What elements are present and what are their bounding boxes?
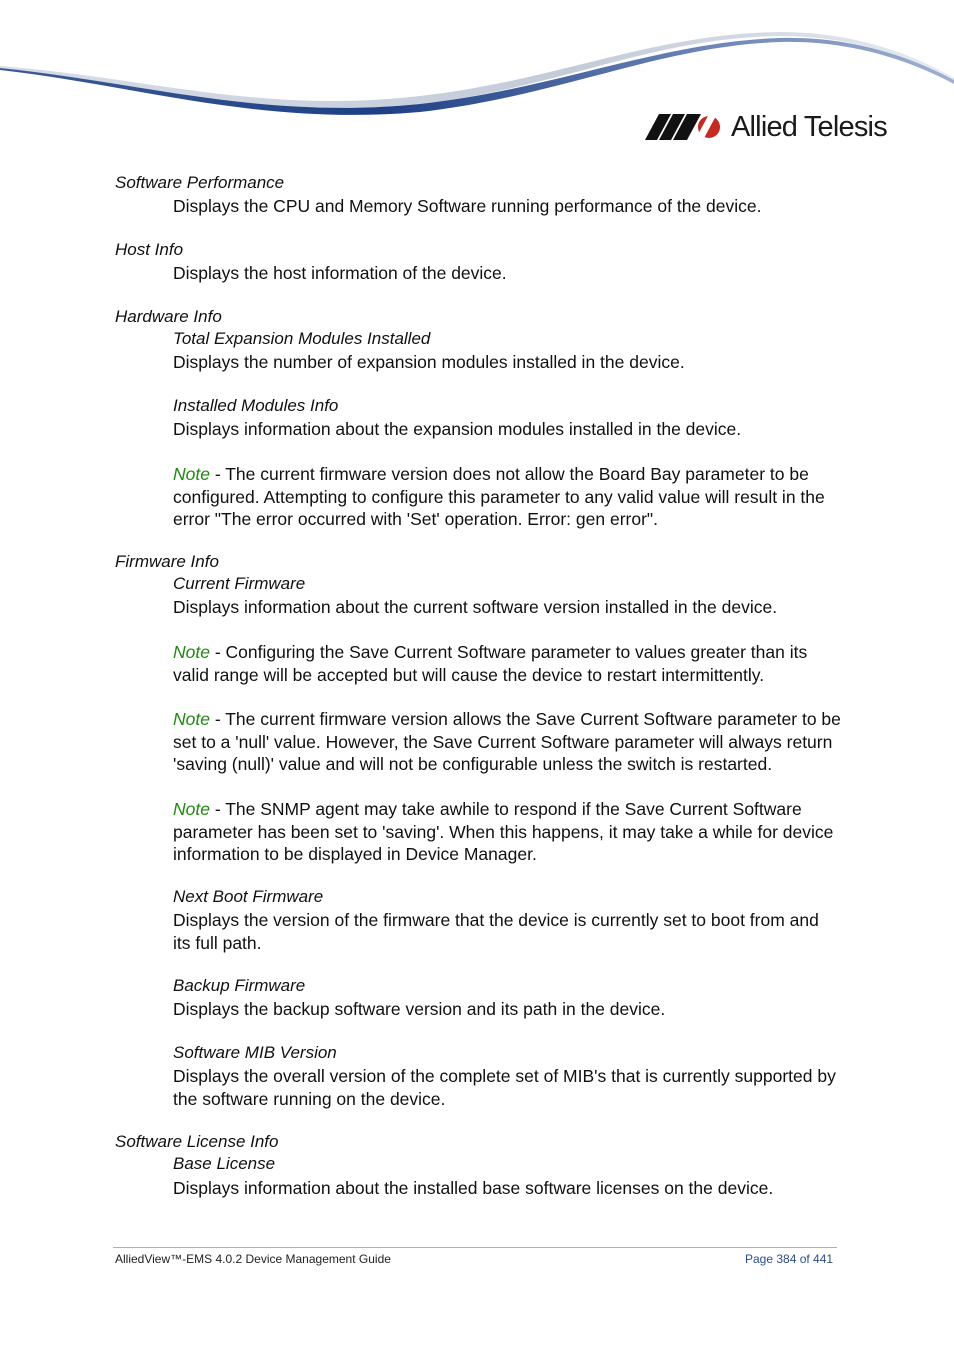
note-board-bay (173, 463, 841, 531)
subtitle-next-boot-firmware: Next Boot Firmware (173, 887, 324, 906)
note-save-current-software-null (173, 708, 841, 776)
footer-page-number: Page 384 of 441 (745, 1252, 834, 1266)
desc-backup-firmware: Displays the backup software version and its path in the device. (173, 999, 666, 1019)
allied-telesis-logo-mark-icon (645, 114, 725, 140)
desc-total-expansion-modules: Displays the number of expansion modules installed in the device. (173, 352, 685, 372)
desc-installed-modules-info: Displays information about the expansion modules installed in the device. (173, 419, 742, 439)
subtitle-total-expansion-modules: Total Expansion Modules Installed (173, 329, 431, 348)
note-text: - The current firmware version allows the Save Current Software parameter to be set to a 'null' value. However, the Save Current Software parameter will always return 'saving (null)' value and will not be configurable unless the switch is restarted. (173, 709, 841, 774)
note-save-current-software-range (173, 641, 841, 686)
desc-current-firmware: Displays information about the current software version installed in the device. (173, 597, 778, 617)
desc-host-info: Displays the host information of the device. (173, 263, 507, 283)
note-label: Note (173, 642, 210, 662)
note-text: - The SNMP agent may take awhile to respond if the Save Current Software parameter has been set to 'saving'. When this happens, it may take a while for device information to be displayed in Device Manager. (173, 799, 834, 864)
note-text: - Configuring the Save Current Software parameter to values greater than its valid range will be accepted but will cause the device to restart intermittently. (173, 642, 808, 685)
allied-telesis-logo (645, 110, 887, 144)
section-title-software-license-info: Software License Info (115, 1132, 279, 1151)
subtitle-current-firmware: Current Firmware (173, 574, 306, 593)
desc-next-boot-firmware: Displays the version of the firmware that the device is currently set to boot from and its full path. (173, 910, 819, 953)
desc-software-mib-version: Displays the overall version of the complete set of MIB's that is currently supported by the software running on the device. (173, 1066, 836, 1109)
subtitle-installed-modules-info: Installed Modules Info (173, 396, 339, 415)
brand-name: Allied Telesis (731, 110, 887, 143)
note-label: Note (173, 464, 210, 484)
subtitle-base-license: Base License (173, 1154, 276, 1173)
subtitle-software-mib-version: Software MIB Version (173, 1043, 337, 1062)
note-text: - The current firmware version does not allow the Board Bay parameter to be configured. Attempting to configure this parameter to any valid value will result in the error "The error occurred with 'Set' operation. Error: gen error". (173, 464, 825, 529)
desc-base-license: Displays information about the installed base software licenses on the device. (173, 1178, 774, 1198)
note-label: Note (173, 709, 210, 729)
section-title-host-info: Host Info (115, 240, 184, 259)
note-snmp-agent (173, 798, 841, 866)
footer-guide-title: AlliedView™-EMS 4.0.2 Device Management Guide (115, 1252, 391, 1266)
section-title-hardware-info: Hardware Info (115, 307, 222, 326)
desc-software-performance: Displays the CPU and Memory Software running performance of the device. (173, 196, 762, 216)
section-title-software-performance: Software Performance (115, 173, 285, 192)
footer-divider (113, 1247, 837, 1248)
section-title-firmware-info: Firmware Info (115, 552, 219, 571)
subtitle-backup-firmware: Backup Firmware (173, 976, 306, 995)
note-label: Note (173, 799, 210, 819)
